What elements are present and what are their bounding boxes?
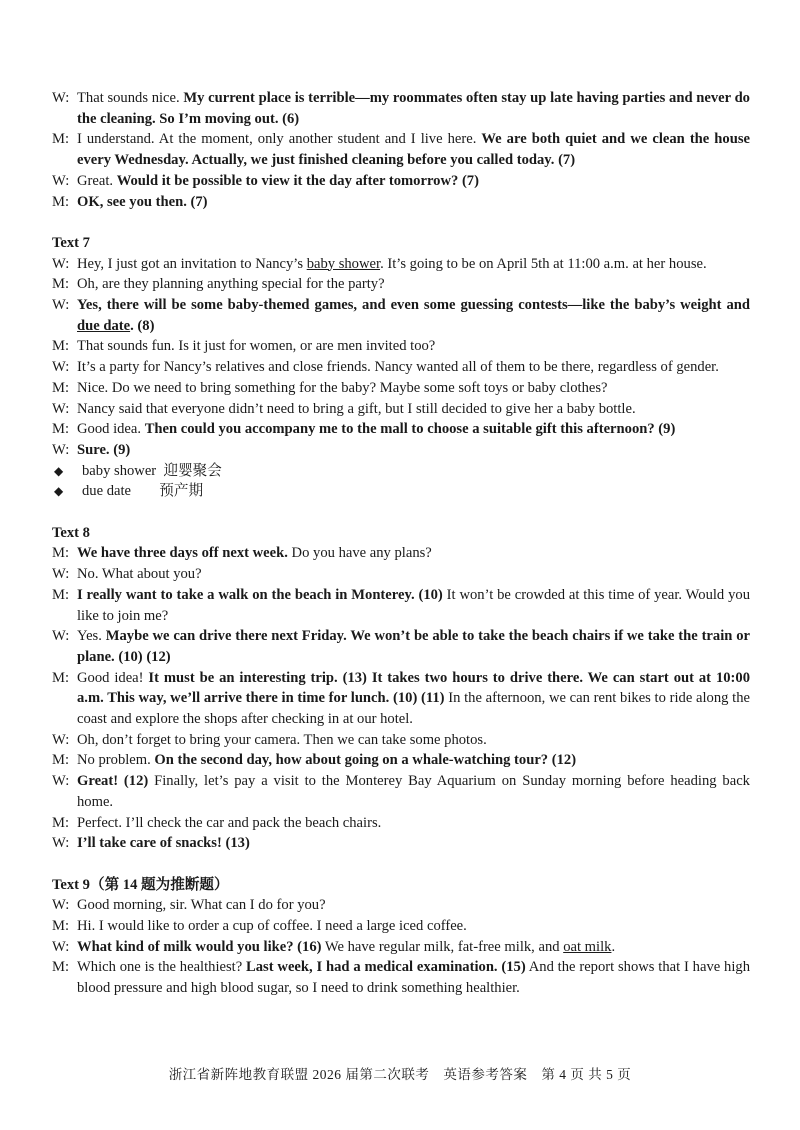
answer-evidence-text: Sure. (9) (77, 441, 131, 458)
dialogue-line (52, 937, 750, 958)
dialogue-text: baby shower (306, 255, 381, 272)
dialogue-line (52, 419, 750, 440)
dialogue-line (52, 895, 750, 916)
dialogue-text: That sounds fun. Is it just for women, or are men invited too? (77, 338, 436, 355)
dialogue-text: Great. (77, 172, 117, 189)
speaker-label: W: (52, 359, 70, 376)
dialogue-text: That sounds nice. (77, 90, 184, 106)
dialogue-line (52, 274, 750, 295)
speaker-label: M: (52, 338, 70, 355)
speaker-label: W: (52, 835, 70, 852)
dialogue-text: Yes. (77, 628, 106, 645)
dialogue-text: Oh, are they planning anything special for the party? (77, 276, 385, 293)
dialogue-text: Oh, don’t forget to bring your camera. Then we can take some photos. (77, 731, 487, 748)
dialogue-line (52, 440, 750, 461)
answer-evidence-text: Then could you accompany me to the mall to choose a suitable gift this afternoon? (9) (144, 421, 676, 438)
dialogue-line (52, 543, 750, 564)
answer-evidence-text: On the second day, how about going on a whale-watching tour? (12) (154, 752, 577, 769)
speaker-label: W: (52, 297, 70, 314)
dialogue-line (52, 88, 750, 129)
glossary-list (52, 461, 750, 502)
speaker-label: W: (52, 566, 70, 583)
dialogue-block-text9 (52, 895, 750, 999)
dialogue-text: No problem. (77, 752, 155, 769)
section-heading-text8: Text 8 (52, 524, 90, 541)
speaker-label: W: (52, 773, 70, 790)
diamond-bullet-icon: ◆ (54, 463, 64, 478)
answer-evidence-text: due date (77, 317, 131, 334)
dialogue-text: Which one is the healthiest? (77, 959, 247, 976)
dialogue-line (52, 171, 750, 192)
glossary-item (52, 481, 750, 502)
dialogue-text: Good morning, sir. What can I do for you? (77, 897, 326, 914)
dialogue-line (52, 192, 750, 213)
speaker-label: W: (52, 400, 70, 417)
speaker-label: M: (52, 379, 70, 396)
dialogue-text: Finally, let’s pay a visit to the Monterey Bay Aquarium on Sunday morning before heading back home. (77, 773, 750, 810)
speaker-label: M: (52, 131, 70, 148)
answer-evidence-text: Would it be possible to view it the day after tomorrow? (7) (116, 172, 479, 189)
dialogue-line (52, 750, 750, 771)
dialogue-line (52, 254, 750, 275)
dialogue-text: And the report shows that I have high blood pressure and high blood sugar, so I need to drink something healthier. (77, 959, 750, 997)
answer-evidence-text: Great! (12) (77, 773, 149, 790)
dialogue-text: No. What about you? (77, 566, 202, 583)
answer-evidence-text: We are both quiet and we clean the house every Wednesday. Actually, we just finished cleaning before you called today. (7) (77, 131, 750, 169)
dialogue-line (52, 295, 750, 336)
dialogue-line (52, 399, 750, 420)
dialogue-text: . (611, 938, 616, 955)
dialogue-text: Do you have any plans? (287, 545, 432, 562)
speaker-label: M: (52, 669, 70, 686)
speaker-label: W: (52, 255, 70, 272)
speaker-label: W: (52, 172, 70, 189)
answer-evidence-text: I really want to take a walk on the beach in Monterey. (10) (77, 586, 443, 603)
dialogue-text: Hi. I would like to order a cup of coffee. I need a large iced coffee. (77, 918, 467, 935)
dialogue-line (52, 564, 750, 585)
dialogue-text: Good idea. (77, 421, 145, 438)
dialogue-block-text6-end (52, 88, 750, 212)
dialogue-text: Hey, I just got an invitation to Nancy’s (77, 255, 307, 272)
answer-evidence-text: OK, see you then. (7) (77, 193, 208, 210)
speaker-label: M: (52, 276, 70, 293)
answer-evidence-text: . (8) (130, 317, 155, 334)
speaker-label: M: (52, 814, 70, 831)
speaker-label: W: (52, 731, 70, 748)
glossary-term: baby shower (82, 462, 157, 479)
dialogue-text: . It’s going to be on April 5th at 11:00 a.m. at her house. (380, 255, 707, 272)
answer-evidence-text: It must be an interesting trip. (13) It takes two hours to drive there. We can start out at 10:00 a.m. This way, we’ll arrive there in time for lunch. (10) (11) (77, 669, 750, 707)
speaker-label: M: (52, 545, 70, 562)
dialogue-line (52, 378, 750, 399)
section-heading-text7: Text 7 (52, 234, 90, 251)
dialogue-line (52, 336, 750, 357)
answer-evidence-text: Maybe we can drive there next Friday. We won’t be able to take the beach chairs if we take the train or plane. (10) (12) (77, 628, 750, 665)
speaker-label: W: (52, 938, 70, 955)
dialogue-text: It won’t be crowded at this time of year. Would you like to join me? (77, 586, 750, 624)
dialogue-block-text8 (52, 543, 750, 854)
dialogue-line (52, 730, 750, 751)
dialogue-text: In the afternoon, we can rent bikes to ride along the coast and explore the shops after checking in at our hotel. (77, 690, 750, 728)
glossary-meaning: 迎婴聚会 (156, 462, 222, 479)
dialogue-line (52, 813, 750, 834)
answer-evidence-text: What kind of milk would you like? (16) (77, 938, 322, 955)
speaker-label: M: (52, 586, 70, 603)
dialogue-text: oat milk (563, 938, 612, 955)
dialogue-line (52, 357, 750, 378)
answer-evidence-text: I’ll take care of snacks! (13) (77, 835, 250, 852)
dialogue-block-text7 (52, 254, 750, 461)
section-heading-text9: Text 9（第 14 题为推断题） (52, 876, 229, 893)
speaker-label: M: (52, 421, 70, 438)
speaker-label: W: (52, 441, 70, 458)
speaker-label: M: (52, 918, 70, 935)
speaker-label: W: (52, 628, 70, 645)
dialogue-line (52, 771, 750, 812)
dialogue-text: Perfect. I’ll check the car and pack the beach chairs. (77, 814, 382, 831)
dialogue-text: It’s a party for Nancy’s relatives and close friends. Nancy wanted all of them to be there, regardless of gender. (77, 359, 719, 376)
speaker-label: W: (52, 90, 70, 106)
dialogue-text: Nancy said that everyone didn’t need to bring a gift, but I still decided to give her a baby bottle. (77, 400, 636, 417)
dialogue-text: Nice. Do we need to bring something for the baby? Maybe some soft toys or baby clothes? (77, 379, 608, 396)
dialogue-line (52, 916, 750, 937)
speaker-label: M: (52, 752, 70, 769)
dialogue-text: I understand. At the moment, only another student and I live here. (77, 131, 482, 148)
diamond-bullet-icon: ◆ (54, 484, 64, 499)
dialogue-line (52, 833, 750, 854)
dialogue-line (52, 585, 750, 626)
transcript-content (52, 88, 750, 999)
answer-evidence-text: Last week, I had a medical examination. (15) (246, 959, 526, 976)
glossary-meaning: 预产期 (152, 483, 204, 500)
speaker-label: M: (52, 193, 70, 210)
speaker-label: W: (52, 897, 70, 914)
dialogue-line (52, 129, 750, 170)
dialogue-line (52, 668, 750, 730)
dialogue-text: We have regular milk, fat-free milk, and (321, 938, 564, 955)
dialogue-line (52, 626, 750, 667)
speaker-label: M: (52, 959, 70, 976)
dialogue-line (52, 957, 750, 998)
page-footer: 浙江省新阵地教育联盟 2026 届第二次联考 英语参考答案 第 4 页 共 5 页 (168, 1067, 632, 1082)
answer-evidence-text: We have three days off next week. (77, 545, 288, 562)
glossary-term: due date (82, 483, 132, 500)
dialogue-text: Good idea! (77, 669, 149, 686)
answer-evidence-text: My current place is terrible—my roommates often stay up late having parties and never do the cleaning. So I’m moving out. (6) (77, 90, 750, 127)
answer-evidence-text: Yes, there will be some baby-themed games, and even some guessing contests—like the baby’s weight and (77, 297, 750, 314)
glossary-item (52, 461, 750, 482)
